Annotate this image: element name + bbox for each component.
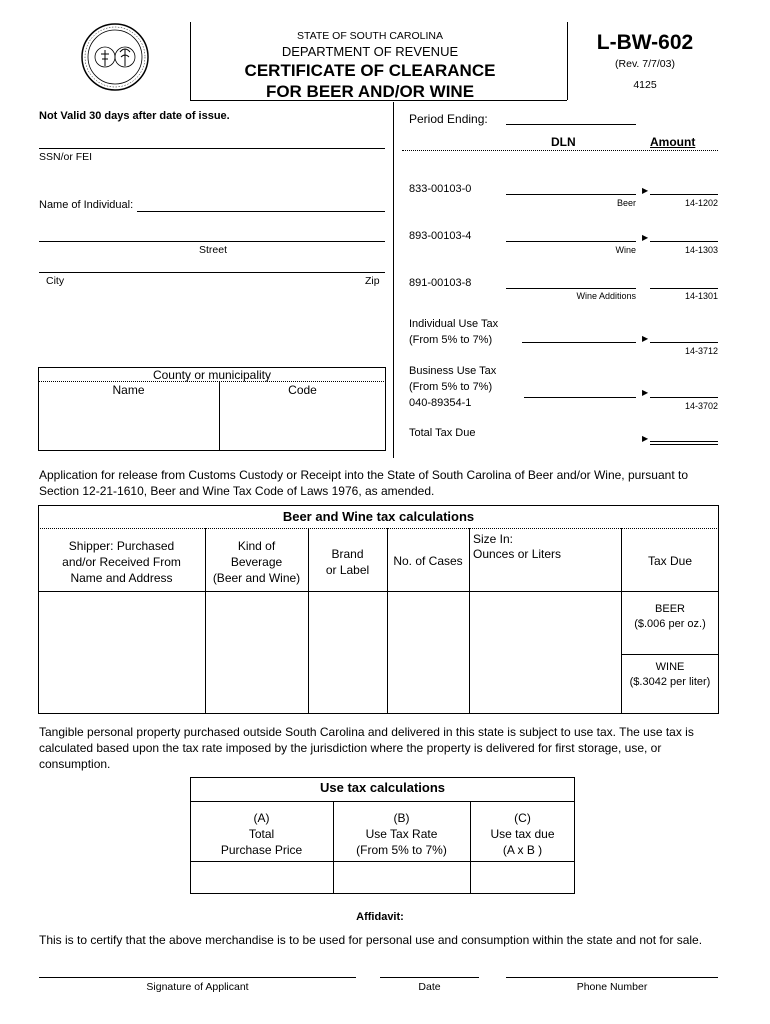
- kind-column-line3: (Beer and Wine): [212, 571, 301, 585]
- county-header: County or municipality: [152, 368, 272, 382]
- use-col-b-line3: (From 5% to 7%): [356, 843, 447, 857]
- validity-note: Not Valid 30 days after date of issue.: [39, 110, 230, 122]
- wine-code: 14-1303: [684, 245, 718, 255]
- page-subtitle: FOR BEER AND/OR WINE: [265, 82, 475, 101]
- wine-additions-dln-input[interactable]: [508, 275, 634, 288]
- business-use-tax-input[interactable]: [526, 384, 634, 397]
- wine-rate-value: ($.3042 per liter): [629, 676, 711, 688]
- street-input[interactable]: [40, 226, 384, 240]
- amount-header: Amount: [650, 135, 696, 149]
- use-tax-table-title: Use tax calculations: [320, 780, 445, 795]
- beer-rate-label: BEER: [655, 603, 685, 615]
- use-col-c-line1: (C): [514, 811, 531, 825]
- beer-dln-input[interactable]: [508, 181, 634, 194]
- business-use-tax-label: Business Use Tax: [409, 365, 497, 377]
- total-arrow-icon: ▶: [642, 434, 649, 443]
- period-ending-input[interactable]: [508, 110, 634, 124]
- wine-arrow-icon: ▶: [642, 233, 649, 242]
- state-seal: [80, 22, 150, 92]
- beer-rate-value: ($.006 per oz.): [634, 618, 706, 630]
- beer-label: Beer: [616, 198, 636, 208]
- name-input[interactable]: [140, 197, 384, 211]
- individual-arrow-icon: ▶: [642, 334, 649, 343]
- cases-column: No. of Cases: [393, 554, 463, 568]
- use-col-b-line1: (B): [393, 811, 410, 825]
- purchase-price-input[interactable]: [195, 870, 328, 886]
- business-use-tax-rate: (From 5% to 7%): [409, 381, 493, 393]
- wine-label: Wine: [615, 245, 636, 255]
- city-label: City: [46, 275, 65, 287]
- county-code-column: Code: [288, 383, 317, 397]
- beer-account: 833-00103-0: [409, 183, 472, 195]
- beer-wine-table-title: Beer and Wine tax calculations: [282, 509, 475, 524]
- beer-amount-input[interactable]: [652, 181, 716, 194]
- department-name: DEPARTMENT OF REVENUE: [281, 44, 459, 59]
- kind-column: [205, 538, 308, 586]
- form-code: 4125: [633, 79, 657, 91]
- wine-additions-label: Wine Additions: [576, 291, 636, 301]
- use-col-c-line3: (A x B ): [502, 843, 543, 857]
- business-account: 040-89354-1: [409, 397, 472, 409]
- county-name-column: Name: [112, 383, 145, 397]
- date-input[interactable]: [382, 962, 477, 976]
- individual-use-tax-rate: (From 5% to 7%): [409, 334, 493, 346]
- city-zip-input[interactable]: [40, 257, 384, 271]
- county-name-input[interactable]: [42, 405, 214, 419]
- size-column-line2: Ounces or Liters: [473, 547, 562, 561]
- application-text: Application for release from Customs Custody or Receipt into the State of South Carolina of Beer and/or Wine, pursuant to Section 12-21-1610, Beer and Wine Tax Code of Laws 1976, as amended.: [39, 468, 689, 498]
- wine-dln-input[interactable]: [508, 228, 634, 241]
- brand-column-line2: or Label: [325, 563, 370, 577]
- zip-label: Zip: [365, 275, 380, 287]
- business-amount-input[interactable]: [652, 384, 716, 397]
- name-label: Name of Individual:: [39, 199, 134, 211]
- page-title: CERTIFICATE OF CLEARANCE: [244, 61, 496, 80]
- total-amount-input[interactable]: [652, 427, 716, 440]
- shipper-column-line1: Shipper: Purchased: [68, 539, 175, 553]
- use-col-b: [333, 810, 470, 858]
- signature-label: Signature of Applicant: [146, 981, 249, 993]
- wine-additions-amount-input[interactable]: [652, 275, 716, 288]
- wine-additions-account: 891-00103-8: [409, 277, 472, 289]
- date-label: Date: [418, 981, 441, 993]
- shipper-column-line3: Name and Address: [70, 571, 173, 585]
- use-col-c-line2: Use tax due: [490, 827, 555, 841]
- brand-column: [308, 546, 387, 578]
- ssn-input[interactable]: [40, 132, 384, 146]
- affidavit-heading: Affidavit:: [356, 911, 404, 923]
- business-code: 14-3702: [684, 401, 718, 411]
- shipper-column: [38, 538, 205, 586]
- period-ending-label: Period Ending:: [409, 112, 488, 126]
- wine-rate-label: WINE: [655, 661, 685, 673]
- affidavit-text: This is to certify that the above merchandise is to be used for personal use and consumption within the state and not for sale.: [39, 933, 703, 947]
- use-col-c: [470, 810, 575, 858]
- use-col-a: [190, 810, 333, 858]
- phone-label: Phone Number: [576, 981, 648, 993]
- ssn-label: SSN/or FEI: [39, 151, 93, 163]
- size-column: [473, 532, 619, 562]
- wine-amount-input[interactable]: [652, 228, 716, 241]
- size-column-line1: Size In:: [473, 532, 514, 546]
- beer-rate: [621, 602, 719, 632]
- brand-column-line1: Brand: [331, 547, 364, 561]
- individual-use-tax-label: Individual Use Tax: [409, 318, 499, 330]
- street-label: Street: [199, 244, 228, 256]
- county-code-input[interactable]: [224, 405, 382, 419]
- use-tax-rate-input[interactable]: [338, 870, 465, 886]
- phone-input[interactable]: [508, 962, 716, 976]
- use-col-a-line2: Total: [248, 827, 275, 841]
- wine-rate: [621, 660, 719, 690]
- beer-arrow-icon: ▶: [642, 186, 649, 195]
- kind-column-line1: Kind of: [237, 539, 276, 553]
- shipper-column-line2: and/or Received From: [62, 555, 181, 569]
- wine-additions-code: 14-1301: [684, 291, 718, 301]
- beer-code: 14-1202: [684, 198, 718, 208]
- use-tax-text: Tangible personal property purchased outside South Carolina and delivered in this state is subject to use tax. The use tax is calculated based upon the tax rate imposed by the jurisdiction where the property is delivered for first storage, use, or consumption.: [39, 725, 694, 771]
- wine-account: 893-00103-4: [409, 230, 472, 242]
- individual-use-tax-input[interactable]: [524, 329, 634, 342]
- tax-due-column: Tax Due: [647, 554, 693, 568]
- signature-input[interactable]: [40, 962, 354, 976]
- use-col-b-line2: Use Tax Rate: [365, 827, 438, 841]
- state-name: STATE OF SOUTH CAROLINA: [296, 30, 444, 42]
- individual-amount-input[interactable]: [652, 329, 716, 342]
- use-tax-due-input[interactable]: [475, 870, 570, 886]
- kind-column-line2: Beverage: [230, 555, 283, 569]
- use-col-a-line3: Purchase Price: [220, 843, 303, 857]
- use-col-a-line1: (A): [253, 811, 270, 825]
- total-tax-due-label: Total Tax Due: [409, 427, 476, 439]
- form-id: L-BW-602: [596, 31, 694, 54]
- revision-date: (Rev. 7/7/03): [615, 58, 675, 70]
- individual-code: 14-3712: [684, 346, 718, 356]
- dln-header: DLN: [551, 135, 576, 149]
- business-arrow-icon: ▶: [642, 388, 649, 397]
